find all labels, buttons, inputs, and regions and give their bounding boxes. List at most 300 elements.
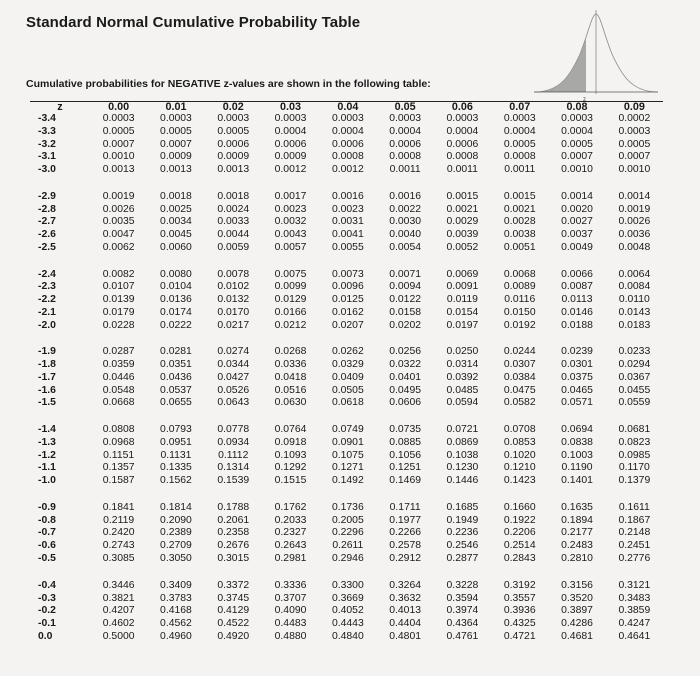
- table-row: [30, 437, 663, 450]
- probability-cell: 0.0005: [561, 138, 593, 150]
- probability-cell: 0.3228: [446, 579, 479, 591]
- probability-cell: 0.1210: [503, 462, 536, 474]
- probability-cell: 0.3594: [446, 592, 479, 604]
- probability-cell: 0.0344: [217, 359, 250, 371]
- probability-cell: 0.0004: [561, 125, 593, 137]
- probability-cell: 0.0006: [389, 138, 422, 150]
- table-row: [30, 229, 663, 242]
- table-row: [30, 605, 663, 618]
- probability-cell: 0.0301: [561, 359, 593, 371]
- probability-cell: 0.0013: [160, 164, 192, 176]
- spacer-cell: [30, 488, 663, 502]
- probability-cell: 0.0122: [389, 294, 422, 306]
- row-z-value: -1.8: [38, 359, 56, 371]
- probability-cell: 0.1292: [274, 462, 307, 474]
- probability-cell: 0.0006: [217, 138, 250, 150]
- probability-cell: 0.0018: [217, 190, 250, 202]
- row-z-value: -1.0: [38, 475, 56, 487]
- probability-cell: 0.4602: [102, 618, 135, 630]
- probability-cell: 0.4168: [160, 605, 192, 617]
- probability-cell: 0.0068: [503, 268, 536, 280]
- probability-cell: 0.0329: [331, 359, 364, 371]
- probability-cell: 0.1867: [618, 514, 651, 526]
- probability-cell: 0.0102: [217, 281, 250, 293]
- probability-cell: 0.0418: [274, 371, 307, 383]
- table-row: [30, 618, 663, 631]
- table-row: [30, 113, 663, 126]
- probability-cell: 0.0465: [561, 384, 593, 396]
- probability-cell: 0.2981: [274, 552, 307, 564]
- probability-cell: 0.0681: [618, 424, 651, 436]
- probability-cell: 0.1075: [331, 449, 364, 461]
- probability-cell: 0.4522: [217, 618, 250, 630]
- probability-cell: 0.0019: [102, 190, 135, 202]
- probability-cell: 0.0013: [102, 164, 135, 176]
- probability-cell: 0.2119: [103, 514, 135, 526]
- probability-cell: 0.2912: [389, 552, 422, 564]
- probability-cell: 0.0183: [618, 319, 651, 331]
- row-z-value: -1.2: [38, 449, 56, 461]
- probability-cell: 0.1151: [103, 449, 135, 461]
- probability-cell: 0.0409: [331, 371, 364, 383]
- probability-cell: 0.0668: [102, 397, 135, 409]
- probability-cell: 0.0436: [160, 371, 192, 383]
- probability-cell: 0.0030: [389, 216, 422, 228]
- table-row: [30, 397, 663, 410]
- probability-cell: 0.0024: [217, 203, 250, 215]
- probability-cell: 0.0951: [160, 436, 192, 448]
- probability-cell: 0.0055: [331, 241, 364, 253]
- header-col-0.08: 0.08: [566, 101, 588, 114]
- probability-cell: 0.0107: [102, 281, 135, 293]
- table-row: [30, 540, 663, 553]
- probability-cell: 0.1020: [503, 449, 536, 461]
- probability-cell: 0.0094: [389, 281, 422, 293]
- probability-cell: 0.1611: [618, 501, 650, 513]
- probability-cell: 0.0048: [618, 241, 651, 253]
- probability-cell: 0.0125: [331, 294, 364, 306]
- row-z-value: -3.2: [38, 138, 56, 150]
- probability-cell: 0.2420: [102, 527, 135, 539]
- table-row: [30, 502, 663, 515]
- probability-cell: 0.0080: [160, 268, 192, 280]
- probability-cell: 0.2327: [274, 527, 307, 539]
- header-col-0.03: 0.03: [280, 101, 302, 114]
- probability-cell: 0.0027: [561, 216, 593, 228]
- probability-cell: 0.0116: [504, 294, 536, 306]
- probability-cell: 0.2643: [274, 540, 307, 552]
- probability-cell: 0.1841: [102, 501, 135, 513]
- table-row: [30, 242, 663, 255]
- probability-cell: 0.0005: [618, 138, 651, 150]
- table-row: [30, 527, 663, 540]
- table-row: [30, 191, 663, 204]
- probability-cell: 0.1401: [561, 475, 593, 487]
- probability-cell: 0.3446: [102, 579, 135, 591]
- probability-cell: 0.1736: [331, 501, 364, 513]
- probability-cell: 0.0222: [160, 319, 192, 331]
- row-z-value: -3.4: [38, 113, 56, 125]
- probability-cell: 0.4286: [561, 618, 593, 630]
- probability-cell: 0.2709: [160, 540, 192, 552]
- probability-cell: 0.1711: [389, 501, 421, 513]
- probability-cell: 0.0307: [503, 359, 536, 371]
- probability-cell: 0.0071: [389, 268, 422, 280]
- probability-cell: 0.0268: [274, 346, 307, 358]
- probability-cell: 0.0170: [217, 306, 250, 318]
- probability-cell: 0.0314: [446, 359, 479, 371]
- probability-cell: 0.3192: [503, 579, 536, 591]
- header-col-0.04: 0.04: [337, 101, 359, 114]
- table-row: [30, 346, 663, 359]
- probability-cell: 0.0146: [561, 306, 593, 318]
- probability-cell: 0.0150: [503, 306, 536, 318]
- probability-cell: 0.0078: [217, 268, 250, 280]
- row-z-value: -2.4: [38, 268, 56, 280]
- probability-cell: 0.1814: [160, 501, 192, 513]
- probability-cell: 0.0021: [446, 203, 479, 215]
- probability-cell: 0.0064: [618, 268, 651, 280]
- row-z-value: -0.9: [38, 501, 56, 513]
- row-z-value: -2.1: [38, 306, 56, 318]
- probability-cell: 0.3015: [217, 552, 250, 564]
- probability-cell: 0.0202: [389, 319, 422, 331]
- header-col-0.00: 0.00: [108, 101, 130, 114]
- probability-cell: 0.0011: [504, 164, 536, 176]
- table-row: [30, 281, 663, 294]
- group-spacer: [30, 177, 663, 191]
- probability-cell: 0.0043: [274, 229, 307, 241]
- probability-cell: 0.0003: [102, 113, 135, 125]
- table-row: [30, 151, 663, 164]
- probability-cell: 0.0537: [160, 384, 192, 396]
- probability-cell: 0.0129: [274, 294, 307, 306]
- probability-cell: 0.0764: [274, 424, 307, 436]
- probability-cell: 0.0041: [331, 229, 364, 241]
- probability-cell: 0.0003: [160, 113, 192, 125]
- row-z-value: -1.6: [38, 384, 56, 396]
- probability-cell: 0.0808: [102, 424, 135, 436]
- probability-cell: 0.0005: [503, 138, 536, 150]
- probability-cell: 0.0104: [160, 281, 192, 293]
- probability-cell: 0.0351: [160, 359, 192, 371]
- probability-cell: 0.1170: [618, 462, 650, 474]
- probability-cell: 0.2578: [389, 540, 422, 552]
- probability-cell: 0.0003: [561, 113, 593, 125]
- probability-cell: 0.1314: [217, 462, 250, 474]
- probability-cell: 0.0244: [503, 346, 536, 358]
- probability-cell: 0.3859: [618, 605, 651, 617]
- table-row: [30, 164, 663, 177]
- row-z-value: -1.5: [38, 397, 56, 409]
- probability-cell: 0.0375: [561, 371, 593, 383]
- probability-cell: 0.4325: [503, 618, 536, 630]
- probability-cell: 0.0505: [331, 384, 364, 396]
- probability-cell: 0.0793: [160, 424, 192, 436]
- probability-cell: 0.1335: [160, 462, 192, 474]
- probability-cell: 0.0708: [503, 424, 536, 436]
- probability-cell: 0.1131: [160, 449, 192, 461]
- probability-cell: 0.0019: [618, 203, 651, 215]
- probability-cell: 0.1112: [218, 449, 249, 461]
- group-spacer: [30, 332, 663, 346]
- probability-cell: 0.4681: [561, 630, 593, 642]
- probability-cell: 0.0012: [331, 164, 364, 176]
- row-z-value: -1.1: [38, 462, 56, 474]
- probability-cell: 0.0037: [561, 229, 593, 241]
- probability-cell: 0.4404: [389, 618, 422, 630]
- row-z-value: 0.0: [38, 630, 53, 642]
- table-row: [30, 372, 663, 385]
- probability-cell: 0.0015: [446, 190, 479, 202]
- probability-cell: 0.2033: [274, 514, 307, 526]
- probability-cell: 0.0618: [331, 397, 364, 409]
- table-row: [30, 631, 663, 644]
- probability-cell: 0.4247: [618, 618, 651, 630]
- probability-cell: 0.0047: [102, 229, 135, 241]
- probability-cell: 0.0287: [102, 346, 135, 358]
- probability-cell: 0.0179: [102, 306, 135, 318]
- probability-cell: 0.0007: [561, 151, 593, 163]
- probability-cell: 0.0005: [217, 125, 250, 137]
- probability-cell: 0.0014: [561, 190, 593, 202]
- probability-cell: 0.2483: [561, 540, 593, 552]
- probability-cell: 0.0025: [160, 203, 192, 215]
- probability-cell: 0.0091: [446, 281, 479, 293]
- probability-cell: 0.0594: [446, 397, 479, 409]
- probability-cell: 0.0013: [217, 164, 250, 176]
- row-z-value: -2.0: [38, 319, 56, 331]
- probability-cell: 0.2843: [503, 552, 536, 564]
- probability-cell: 0.1093: [274, 449, 307, 461]
- probability-cell: 0.0087: [561, 281, 593, 293]
- probability-cell: 0.1357: [102, 462, 135, 474]
- probability-cell: 0.0008: [446, 151, 479, 163]
- probability-cell: 0.0009: [217, 151, 250, 163]
- probability-cell: 0.0192: [503, 319, 536, 331]
- probability-cell: 0.0119: [446, 294, 478, 306]
- probability-cell: 0.0010: [561, 164, 593, 176]
- probability-cell: 0.4880: [274, 630, 307, 642]
- probability-cell: 0.0059: [217, 241, 250, 253]
- header-col-0.07: 0.07: [509, 101, 531, 114]
- probability-cell: 0.0006: [274, 138, 307, 150]
- table-row: [30, 216, 663, 229]
- probability-cell: 0.0004: [503, 125, 536, 137]
- group-spacer: [30, 410, 663, 424]
- probability-cell: 0.2358: [217, 527, 250, 539]
- row-z-value: -2.9: [38, 190, 56, 202]
- header-col-0.01: 0.01: [165, 101, 187, 114]
- probability-cell: 0.1379: [618, 475, 651, 487]
- probability-cell: 0.1922: [503, 514, 536, 526]
- probability-cell: 0.0694: [561, 424, 593, 436]
- table-row: [30, 592, 663, 605]
- table-row: [30, 475, 663, 488]
- probability-cell: 0.0040: [389, 229, 422, 241]
- probability-cell: 0.1562: [160, 475, 192, 487]
- probability-cell: 0.0003: [503, 113, 536, 125]
- probability-cell: 0.0010: [618, 164, 651, 176]
- probability-cell: 0.4960: [160, 630, 192, 642]
- probability-cell: 0.0009: [274, 151, 307, 163]
- probability-cell: 0.2546: [446, 540, 479, 552]
- row-z-value: -3.3: [38, 125, 56, 137]
- table-row: [30, 359, 663, 372]
- probability-cell: 0.0028: [503, 216, 536, 228]
- probability-cell: 0.0869: [446, 436, 479, 448]
- probability-cell: 0.0197: [446, 319, 479, 331]
- probability-cell: 0.0035: [102, 216, 135, 228]
- probability-cell: 0.1271: [331, 462, 364, 474]
- probability-cell: 0.4840: [331, 630, 364, 642]
- probability-cell: 0.0281: [160, 346, 192, 358]
- probability-cell: 0.0968: [102, 436, 135, 448]
- probability-cell: 0.0051: [503, 241, 536, 253]
- probability-cell: 0.0495: [389, 384, 422, 396]
- probability-cell: 0.0548: [102, 384, 135, 396]
- probability-cell: 0.0559: [618, 397, 651, 409]
- probability-cell: 0.2148: [618, 527, 651, 539]
- row-z-value: -0.3: [38, 592, 56, 604]
- probability-cell: 0.3085: [102, 552, 135, 564]
- probability-cell: 0.0003: [389, 113, 422, 125]
- probability-cell: 0.0022: [389, 203, 422, 215]
- table-row: [30, 553, 663, 566]
- header-col-0.06: 0.06: [451, 101, 473, 114]
- probability-cell: 0.0136: [160, 294, 192, 306]
- probability-cell: 0.2061: [217, 514, 250, 526]
- probability-cell: 0.0049: [561, 241, 593, 253]
- probability-cell: 0.1539: [217, 475, 250, 487]
- probability-cell: 0.0749: [331, 424, 364, 436]
- probability-cell: 0.4207: [102, 605, 135, 617]
- probability-cell: 0.1660: [503, 501, 536, 513]
- probability-cell: 0.3156: [561, 579, 593, 591]
- row-z-value: -0.6: [38, 540, 56, 552]
- probability-cell: 0.0007: [102, 138, 135, 150]
- header-z: z: [57, 101, 63, 114]
- row-z-value: -0.7: [38, 527, 56, 539]
- probability-cell: 0.0029: [446, 216, 479, 228]
- group-spacer: [30, 255, 663, 269]
- probability-cell: 0.0015: [503, 190, 536, 202]
- probability-cell: 0.0262: [331, 346, 364, 358]
- probability-cell: 0.0016: [331, 190, 364, 202]
- probability-cell: 0.0217: [217, 319, 250, 331]
- probability-cell: 0.0838: [561, 436, 593, 448]
- probability-cell: 0.0096: [331, 281, 364, 293]
- probability-cell: 0.0075: [274, 268, 307, 280]
- probability-cell: 0.0359: [102, 359, 135, 371]
- row-z-value: -1.9: [38, 346, 56, 358]
- probability-cell: 0.0005: [102, 125, 135, 137]
- probability-cell: 0.0036: [618, 229, 651, 241]
- group-spacer: [30, 566, 663, 580]
- probability-cell: 0.0721: [446, 424, 479, 436]
- probability-cell: 0.2206: [503, 527, 536, 539]
- probability-cell: 0.0113: [561, 294, 593, 306]
- probability-cell: 0.0026: [102, 203, 135, 215]
- probability-cell: 0.0039: [446, 229, 479, 241]
- probability-cell: 0.0516: [274, 384, 307, 396]
- probability-cell: 0.0853: [503, 436, 536, 448]
- probability-cell: 0.4443: [331, 618, 364, 630]
- table-row: [30, 580, 663, 593]
- probability-cell: 0.1635: [561, 501, 593, 513]
- probability-cell: 0.0002: [618, 113, 651, 125]
- probability-cell: 0.3936: [503, 605, 536, 617]
- probability-cell: 0.1685: [446, 501, 479, 513]
- probability-cell: 0.1003: [561, 449, 593, 461]
- probability-cell: 0.3783: [160, 592, 192, 604]
- row-z-value: -0.2: [38, 605, 56, 617]
- probability-cell: 0.0069: [446, 268, 479, 280]
- probability-cell: 0.0008: [331, 151, 364, 163]
- probability-cell: 0.0918: [274, 436, 307, 448]
- probability-cell: 0.0526: [217, 384, 250, 396]
- probability-cell: 0.0985: [618, 449, 651, 461]
- probability-cell: 0.4761: [446, 630, 479, 642]
- probability-cell: 0.3974: [446, 605, 479, 617]
- probability-cell: 0.0009: [160, 151, 192, 163]
- probability-cell: 0.2177: [561, 527, 593, 539]
- probability-cell: 0.2743: [102, 540, 135, 552]
- probability-cell: 0.0630: [274, 397, 307, 409]
- probability-cell: 0.2236: [446, 527, 479, 539]
- probability-cell: 0.1230: [446, 462, 479, 474]
- probability-cell: 0.0901: [331, 436, 364, 448]
- probability-cell: 0.0018: [160, 190, 192, 202]
- probability-cell: 0.3336: [274, 579, 307, 591]
- probability-cell: 0.0016: [389, 190, 422, 202]
- probability-cell: 0.0011: [389, 164, 421, 176]
- probability-cell: 0.0038: [503, 229, 536, 241]
- table-row: [30, 385, 663, 398]
- probability-cell: 0.0384: [503, 371, 536, 383]
- probability-cell: 0.0239: [561, 346, 593, 358]
- table-body: [30, 113, 663, 643]
- probability-cell: 0.0008: [503, 151, 536, 163]
- probability-cell: 0.0007: [618, 151, 651, 163]
- table-row: [30, 424, 663, 437]
- row-z-value: -2.5: [38, 241, 56, 253]
- probability-cell: 0.4090: [274, 605, 307, 617]
- probability-cell: 0.0166: [274, 306, 307, 318]
- probability-cell: 0.0052: [446, 241, 479, 253]
- row-z-value: -3.1: [38, 151, 56, 163]
- probability-cell: 0.0060: [160, 241, 192, 253]
- spacer-cell: [30, 566, 663, 580]
- probability-cell: 0.0011: [446, 164, 478, 176]
- probability-cell: 0.2389: [160, 527, 192, 539]
- probability-cell: 0.0778: [217, 424, 250, 436]
- probability-cell: 0.4562: [160, 618, 192, 630]
- header-col-0.05: 0.05: [394, 101, 416, 114]
- curve-z-label: z: [583, 97, 586, 102]
- probability-cell: 0.0455: [618, 384, 651, 396]
- probability-cell: 0.3821: [102, 592, 135, 604]
- probability-cell: 0.4641: [618, 630, 651, 642]
- probability-cell: 0.3520: [561, 592, 593, 604]
- probability-cell: 0.3121: [618, 579, 651, 591]
- probability-cell: 0.0082: [102, 268, 135, 280]
- probability-cell: 0.0336: [274, 359, 307, 371]
- probability-cell: 0.4052: [331, 605, 364, 617]
- probability-cell: 0.0110: [618, 294, 650, 306]
- probability-cell: 0.0007: [160, 138, 192, 150]
- probability-cell: 0.0023: [274, 203, 307, 215]
